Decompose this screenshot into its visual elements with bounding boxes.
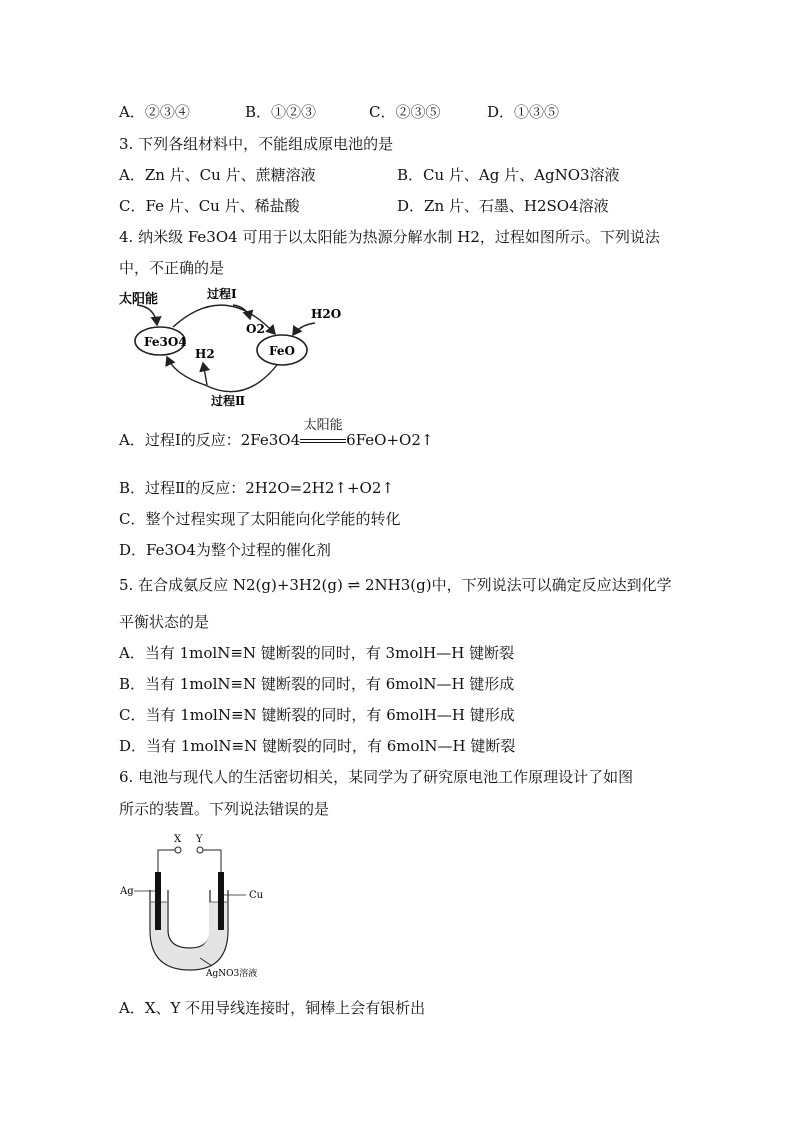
q4-option-c: C．整个过程实现了太阳能向化学能的转化 (119, 510, 401, 528)
ag-electrode (155, 872, 161, 930)
q2-option-d: D．①③⑤ (487, 103, 560, 121)
q6-utube-diagram (118, 830, 308, 980)
q5-option-a: A．当有 1molN≡N 键断裂的同时，有 3molH—H 键断裂 (119, 644, 515, 662)
solution-label: AgNO3溶液 (206, 969, 258, 979)
q4-option-d: D．Fe3O4为整个过程的催化剂 (119, 541, 331, 559)
sun-label: 太阳能 (119, 292, 159, 307)
cu-label: Cu (249, 890, 264, 901)
q3-stem: 3. 下列各组材料中，不能组成原电池的是 (119, 135, 394, 153)
q4-cycle-diagram (115, 285, 355, 410)
q5-stem-line2: 平衡状态的是 (119, 613, 210, 631)
fe3o4-label: Fe3O4 (144, 335, 187, 349)
terminal-x-label: X (174, 834, 182, 845)
q2-option-c: C．②③⑤ (369, 103, 441, 121)
u-tube-inner (168, 890, 210, 948)
terminal-y-label: Y (196, 834, 203, 845)
process1-label: 过程Ⅰ (207, 287, 237, 301)
q3-option-d: D．Zn 片、石墨、H2SO4溶液 (397, 197, 609, 215)
terminal-y (197, 847, 203, 853)
q4-option-a-condition: 太阳能 (303, 418, 343, 433)
q6-stem-line1: 6. 电池与现代人的生活密切相关，某同学为了研究原电池工作原理设计了如图 (119, 768, 634, 786)
q4-option-b: B．过程Ⅱ的反应：2H2O=2H2↑+O2↑ (119, 479, 394, 497)
process2-label: 过程Ⅱ (211, 394, 246, 408)
feo-label: FeO (269, 344, 295, 358)
q5-option-c: C．当有 1molN≡N 键断裂的同时，有 6molH—H 键形成 (119, 706, 515, 724)
q4-stem-line2: 中，不正确的是 (119, 259, 225, 277)
q2-option-b: B．①②③ (245, 103, 317, 121)
q3-option-b: B．Cu 片、Ag 片、AgNO3溶液 (397, 166, 620, 184)
q4-option-a (119, 418, 434, 450)
wire-y (203, 850, 221, 872)
q6-option-a: A．X、Y 不用导线连接时，铜棒上会有银析出 (119, 999, 426, 1017)
q2-option-a: A．②③④ (119, 103, 190, 121)
q4-option-a-prefix: A．过程Ⅰ的反应：2Fe3O4 (119, 431, 301, 449)
h2o-label: H2O (311, 307, 342, 321)
process2-arrow (167, 357, 277, 392)
o2-label: O2 (246, 322, 265, 336)
h2-label: H2 (195, 347, 215, 361)
q5-option-d: D．当有 1molN≡N 键断裂的同时，有 6molN—H 键断裂 (119, 737, 516, 755)
cu-electrode (218, 872, 224, 930)
q6-stem-line2: 所示的装置。下列说法错误的是 (119, 800, 330, 818)
q3-option-a: A．Zn 片、Cu 片、蔗糖溶液 (119, 166, 316, 184)
terminal-x (175, 847, 181, 853)
q5-option-b: B．当有 1molN≡N 键断裂的同时，有 6molN—H 键形成 (119, 675, 515, 693)
h2o-arrow (293, 323, 315, 335)
wire-x (158, 850, 175, 872)
q4-option-a-suffix: 6FeO+O2↑ (346, 431, 434, 449)
q3-option-c: C．Fe 片、Cu 片、稀盐酸 (119, 197, 300, 215)
ag-label: Ag (120, 886, 134, 897)
q5-stem-line1: 5. 在合成氨反应 N2(g)+3H2(g) ⇌ 2NH3(g)中，下列说法可以确定反应达到化学 (119, 576, 672, 594)
sun-arrow (137, 305, 157, 325)
solution-fill (151, 902, 227, 969)
q4-stem-line1: 4. 纳米级 Fe3O4 可用于以太阳能为热源分解水制 H2，过程如图所示。下列说法 (119, 228, 660, 246)
h2-arrow (203, 363, 207, 385)
q4-option-a-reaction-sign (300, 439, 346, 443)
